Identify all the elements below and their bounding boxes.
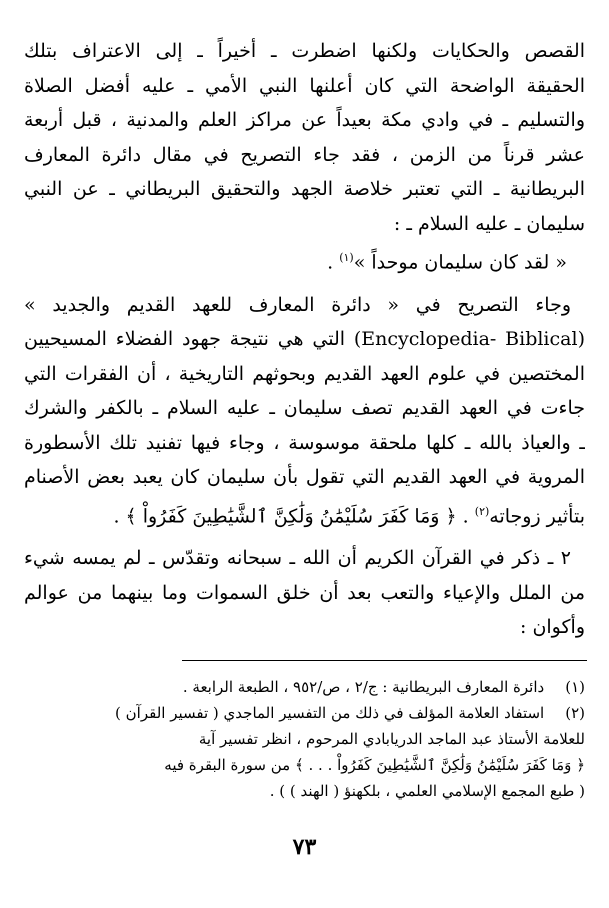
footnote-number: (١) — [565, 678, 585, 696]
text-fragment: بتأثير زوجاته — [489, 504, 585, 527]
text-line: وأكوان : — [520, 616, 585, 638]
text-line: (Encyclopedia- Biblical) التي هي نتيجة جهود الفضلاء المسيحيين — [24, 328, 585, 350]
text-line: البريطانية ـ التي تعتبر خلاصة الجهد والتحقيق البريطاني ـ عن النبي — [24, 178, 585, 200]
text-line: من الملل والإعياء والتعب بعد أن خلق السموات وما بينهما من عوالم — [24, 581, 585, 604]
footnote-number: (٢) — [565, 704, 585, 722]
text-line — [24, 495, 585, 530]
main-text — [24, 34, 585, 645]
quran-verse: . ﴿ وَمَا كَفَرَ سُلَيْمَٰنُ وَلَٰكِنَّ ٱلشَّيَٰطِينَ كَفَرُواْ ﴾ . — [113, 504, 475, 527]
text-line: وجاء التصريح في « دائرة المعارف للعهد القديم والجديد » — [24, 293, 571, 316]
footnote-divider — [182, 660, 587, 661]
text-line: جاءت في العهد القديم تصف سليمان ـ عليه السلام ـ بالكفر والشرك — [24, 397, 585, 419]
footnote-text: ﴿ وَمَا كَفَرَ سُلَيْمَٰنُ وَلَٰكِنَّ ٱلشَّيَٰطِينَ كَفَرُواْ . . . ﴾ من سورة البقرة فيه — [164, 756, 585, 774]
footnote-item — [24, 674, 585, 700]
quote-end: . — [327, 251, 340, 274]
footnote-text: دائرة المعارف البريطانية : ج/٢ ، ص/٩٥٢ ، الطبعة الرابعة . — [182, 678, 545, 696]
footnote-ref: (٢) — [474, 504, 490, 518]
quote-line — [24, 241, 585, 276]
footnotes — [24, 674, 585, 804]
footnote-text: استفاد العلامة المؤلف في ذلك من التفسير الماجدي ( تفسير القرآن ) — [115, 704, 545, 722]
footnote-text: ( طبع المجمع الإسلامي العلمي ، بلكهنؤ ( الهند ) ) . — [269, 782, 585, 800]
quote-text: « لقد كان سليمان موحداً » — [353, 251, 567, 274]
text-line: سليمان ـ عليه السلام ـ : — [393, 212, 585, 235]
footnote-item — [24, 700, 585, 726]
text-line: ٢ ـ ذكر في القرآن الكريم أن الله ـ سبحانه وتقدّس ـ لم يمسه شيء — [24, 547, 571, 569]
text-line: الحقيقة الواضحة التي كان أعلنها النبي الأمي ـ عليه أفضل الصلاة — [24, 74, 585, 97]
text-line: والتسليم ـ في وادي مكة بعيداً عن مراكز العلم والمدنية ، قبل أربعة — [24, 109, 585, 131]
footnote-ref: (١) — [339, 251, 354, 264]
text-line: المختصين في علوم العهد القديم وبحوثهم التاريخية ، أن الفقرات التي — [24, 362, 585, 385]
text-line: ـ والعياذ بالله ـ كلها ملحقة موسوسة ، وجاء فيها تفنيد تلك الأسطورة — [24, 431, 585, 454]
page-number: ٧٣ — [292, 834, 317, 860]
text-line: عشر قرناً من الزمن ، فقد جاء التصريح في مقال دائرة المعارف — [24, 143, 585, 166]
text-line: القصص والحكايات ولكنها اضطرت ـ أخيراً ـ إلى الاعتراف بتلك — [24, 40, 585, 62]
text-line: المروية في العهد القديم التي تقول بأن سليمان كان يعبد بعض الأصنام — [24, 466, 585, 488]
footnote-text: للعلامة الأستاذ عبد الماجد الدريابادي المرحوم ، انظر تفسير آية — [198, 730, 585, 748]
